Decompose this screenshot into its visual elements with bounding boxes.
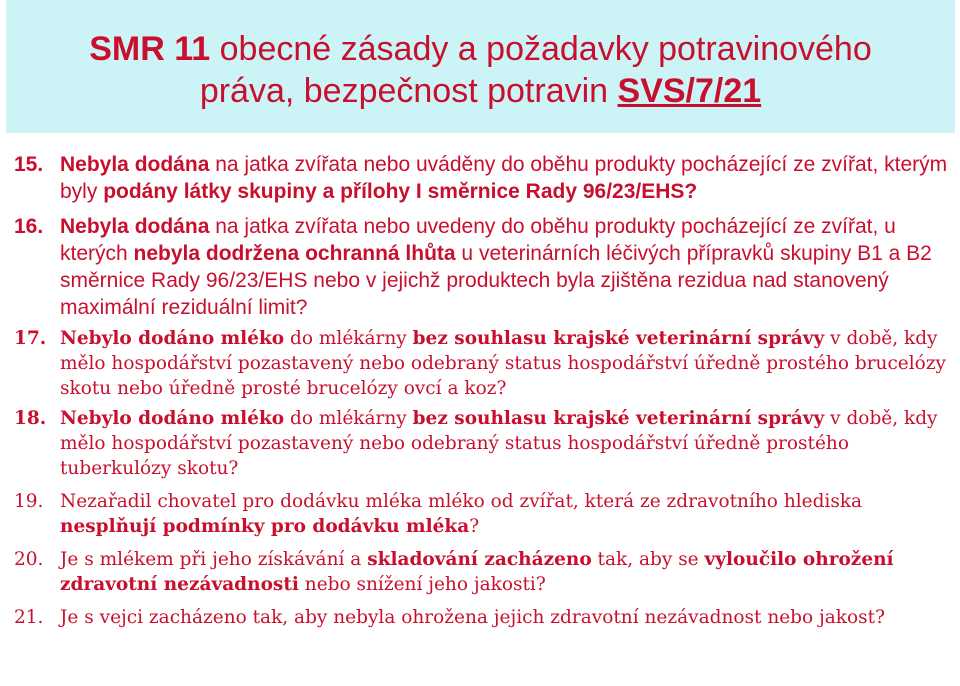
- title-line-2: [6, 70, 955, 112]
- question-text-bold: bez souhlasu krajské veterinární správy: [412, 408, 825, 429]
- question-number: 15.: [14, 153, 44, 176]
- question-text: [60, 151, 949, 205]
- question-text-segment: u veterinárních léčivých přípravků skupiny B1 a B2 směrnice Rady 96/23/EHS nebo v jejichž produktech byla zjištěna rezidua nad stanovený maximální reziduální limit?: [60, 242, 932, 319]
- question-number: 16.: [14, 215, 44, 238]
- question-number: 21.: [14, 607, 44, 628]
- question-text-bold: Nebylo dodáno mléko: [60, 408, 285, 429]
- question-text: [60, 213, 949, 321]
- question-19: [14, 489, 949, 539]
- question-text-bold: skladování zacházeno: [367, 549, 592, 570]
- question-text-bold: bez souhlasu krajské veterinární správy: [412, 328, 825, 349]
- question-text-bold: podány látky skupiny a přílohy I směrnice Rady 96/23/EHS?: [103, 180, 698, 203]
- title-code: SVS/7/21: [617, 72, 762, 110]
- question-text-segment: Nezařadil chovatel pro dodávku mléka mléko od zvířat, která ze zdravotního hlediska: [60, 491, 863, 512]
- question-text-segment: na jatka zvířata nebo uváděny do oběhu produkty pocházející ze zvířat, kterým byly: [60, 153, 948, 203]
- question-16: [14, 213, 949, 321]
- question-number: 17.: [14, 328, 47, 349]
- question-text-segment: nebo snížení jeho jakosti?: [298, 574, 546, 595]
- question-text-segment: na jatka zvířata nebo uvedeny do oběhu produkty pocházející ze zvířat, u kterých: [60, 215, 896, 265]
- question-text-segment: ?: [469, 516, 480, 537]
- question-number: 19.: [14, 491, 44, 512]
- title-lead: SMR 11: [89, 30, 211, 68]
- question-text-bold: Nebyla dodána: [60, 153, 210, 176]
- question-text: [60, 547, 949, 597]
- question-text-segment: Je s mlékem při jeho získávání a: [60, 549, 368, 570]
- question-text-segment: tak, aby se: [591, 549, 705, 570]
- title-line2-text: práva, bezpečnost potravin: [199, 72, 618, 110]
- question-number: 18.: [14, 408, 47, 429]
- question-text-bold: nesplňují podmínky pro dodávku mléka: [60, 516, 470, 537]
- question-20: [14, 547, 949, 597]
- question-text: [60, 326, 949, 401]
- question-text-segment: Je s vejci zacházeno tak, aby nebyla ohrožena jejich zdravotní nezávadnost nebo jakost?: [60, 607, 886, 628]
- slide-title: [6, 0, 955, 133]
- question-text-segment: v době, kdy mělo hospodářství pozastavený nebo odebraný status hospodářství úředně prostého tuberkulózy skotu?: [60, 408, 938, 479]
- question-text-bold: Nebyla dodána: [60, 215, 210, 238]
- title-rest: obecné zásady a požadavky potravinového: [210, 30, 872, 68]
- question-18: [14, 406, 949, 481]
- question-15: [14, 151, 949, 205]
- question-text-bold: vyloučilo ohrožení zdravotní nezávadnosti: [60, 549, 894, 595]
- question-number: 20.: [14, 549, 44, 570]
- question-text: [60, 489, 949, 539]
- question-17: [14, 326, 949, 401]
- title-line-1: [6, 28, 955, 70]
- question-text: [60, 605, 949, 630]
- question-text-bold: Nebylo dodáno mléko: [60, 328, 285, 349]
- question-text-segment: v době, kdy mělo hospodářství pozastavený nebo odebraný status hospodářství úředně prostého brucelózy skotu nebo úředně prosté brucelózy ovcí a koz?: [60, 328, 947, 399]
- question-text: [60, 406, 949, 481]
- question-text-segment: do mlékárny: [284, 408, 413, 429]
- question-list: [14, 151, 949, 630]
- question-21: [14, 605, 949, 630]
- question-text-segment: do mlékárny: [284, 328, 413, 349]
- question-text-bold: nebyla dodržena ochranná lhůta: [133, 242, 456, 265]
